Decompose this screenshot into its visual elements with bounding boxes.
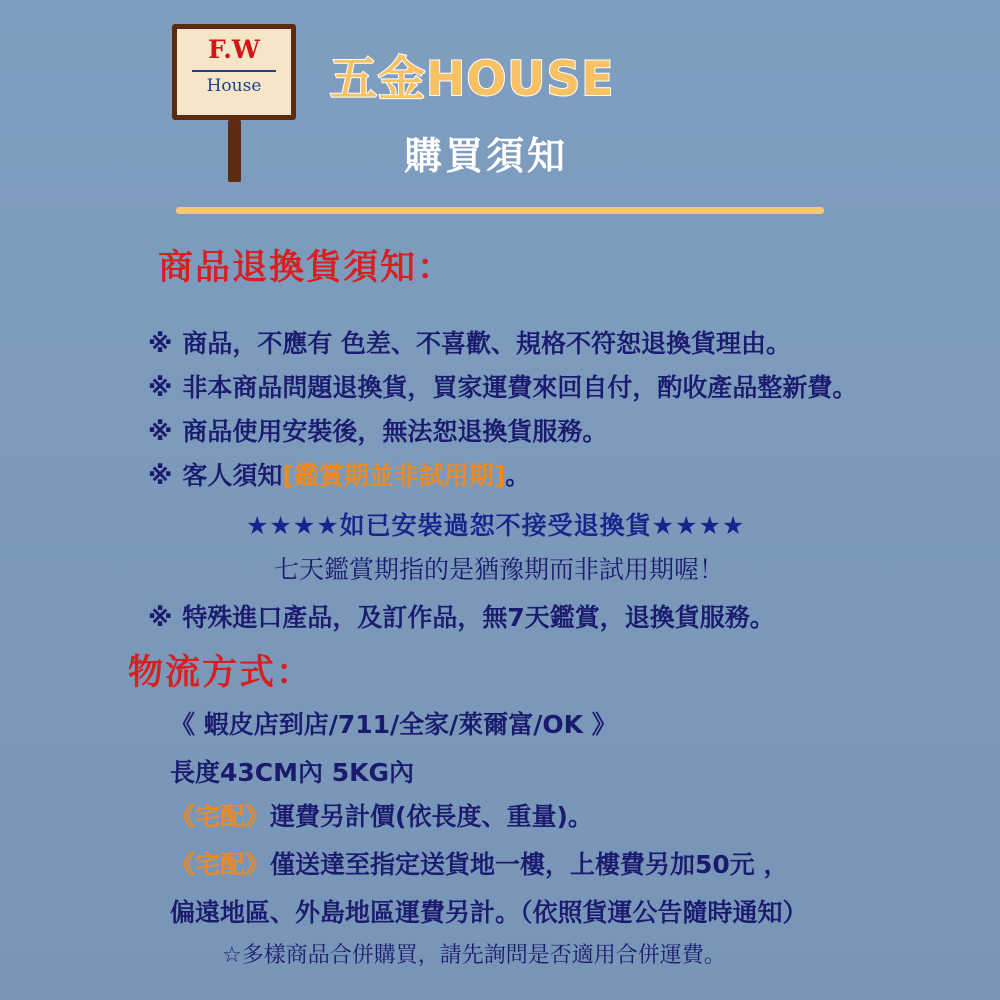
logistics-line-3 <box>170 797 593 833</box>
logistics-line-5: 偏遠地區、外島地區運費另計。（依照貨運公告隨時通知） <box>170 898 808 927</box>
returns-item-5-text: 特殊進口產品，及訂作品，無7天鑑賞，退換貨服務。 <box>182 603 775 632</box>
logistics-line-3-text: 運費另計價(依長度、重量)。 <box>270 802 593 831</box>
returns-star-note: ★★★★如已安裝過恕不接受退換貨★★★★ <box>246 511 746 540</box>
logo-house-text: House <box>206 76 262 96</box>
returns-item-4-prefix: 客人須知 <box>182 461 283 490</box>
page-subtitle: 購買須知 <box>404 134 569 178</box>
returns-item-4-highlight: [鑑賞期並非試用期] <box>282 461 506 490</box>
logistics-line-4 <box>170 845 789 881</box>
returns-heading: 商品退換貨須知： <box>158 248 455 288</box>
home-delivery-tag: 《宅配》 <box>170 850 271 879</box>
logo-divider <box>192 70 276 72</box>
logistics-heading: 物流方式： <box>128 653 314 693</box>
store-sign-icon <box>172 24 296 120</box>
logo-fw-text: F.W <box>207 35 260 64</box>
logistics-line-1: 《 蝦皮店到店/711/全家/萊爾富/OK 》 <box>170 710 617 739</box>
bullet-mark-icon: ※ <box>148 603 173 632</box>
sign-post-icon <box>228 120 241 182</box>
page-title: 五金HOUSE <box>330 52 615 107</box>
header <box>0 10 1000 210</box>
returns-item-1-text: 商品，不應有 色差、不喜歡、規格不符恕退換貨理由。 <box>182 329 792 358</box>
logistics-line-6: ☆多樣商品合併購買，請先詢問是否適用合併運費。 <box>222 943 726 968</box>
bullet-mark-icon: ※ <box>148 373 173 402</box>
logistics-line-2: 長度43CM內 5KG內 <box>170 758 415 787</box>
bullet-mark-icon: ※ <box>148 329 173 358</box>
logistics-line-4-text: 僅送達至指定送貨地一樓，上樓費另加50元 ， <box>270 850 789 879</box>
returns-item-3 <box>148 412 607 448</box>
bullet-mark-icon: ※ <box>148 417 173 446</box>
returns-item-1 <box>148 324 791 360</box>
bullet-mark-icon: ※ <box>148 461 173 490</box>
returns-item-4 <box>148 456 530 492</box>
returns-item-3-text: 商品使用安裝後，無法恕退換貨服務。 <box>182 417 608 446</box>
header-divider <box>176 207 824 214</box>
returns-item-2 <box>148 368 857 404</box>
home-delivery-tag: 《宅配》 <box>170 802 271 831</box>
returns-note-line: 七天鑑賞期指的是猶豫期而非試用期喔！ <box>274 555 725 584</box>
returns-item-5 <box>148 598 775 634</box>
store-sign-inner <box>181 33 287 111</box>
returns-item-2-text: 非本商品問題退換貨，買家運費來回自付，酌收產品整新費。 <box>182 373 858 402</box>
returns-item-4-suffix: 。 <box>505 461 531 490</box>
